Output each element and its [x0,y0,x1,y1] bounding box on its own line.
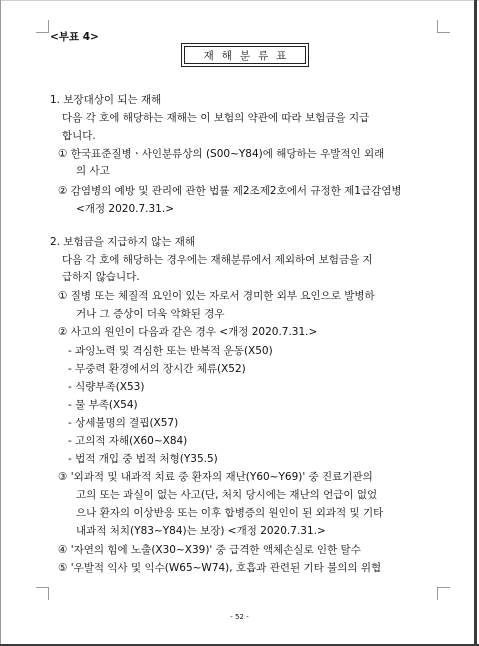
crop-mark-top-right [437,20,450,33]
list-item: - 고의적 자해(X60~X84) [68,435,188,447]
list-item: - 식량부족(X53) [68,381,145,393]
section-2-heading: 2. 보험금을 지급하지 않는 재해 [50,236,196,248]
page-border-left [0,0,1,646]
section-1-line: 합니다. [62,130,96,142]
section-1-item: ② 감염병의 예방 및 관리에 관한 법률 제2조제2호에서 규정한 제1급감염병 [58,185,402,197]
section-2-item: ① 질병 또는 체질적 요인이 있는 자로서 경미한 외부 요인으로 발병하 [58,290,375,302]
section-2-line: 으나 환자의 이상반응 또는 이후 합병증의 원인이 된 외과적 및 기타 [76,507,384,519]
section-2-item: ③ '외과적 및 내과적 치료 중 환자의 재난(Y60~Y69)' 중 진료기관의 [58,471,373,483]
list-item: - 법적 개입 중 법적 처형(Y35.5) [68,453,218,465]
list-item: - 무중력 환경에서의 장시간 체류(X52) [68,363,246,375]
section-1-line: <개정 2020.7.31.> [76,203,174,215]
section-2-line: 거나 그 증상이 더욱 악화된 경우 [76,308,225,320]
crop-mark-top-left [36,20,49,33]
list-item: - 과잉노력 및 격심한 또는 반복적 운동(X50) [68,345,273,357]
section-1-line: 의 사고 [76,165,110,177]
section-2-item: ④ '자연의 힘에 노출(X30~X39)' 중 급격한 액체손실로 인한 탈수 [58,544,361,556]
section-2-item: ② 사고의 원인이 다음과 같은 경우 <개정 2020.7.31.> [58,326,318,338]
section-1-heading: 1. 보장대상이 되는 재해 [50,94,162,106]
page-shadow-right [474,0,477,646]
section-1-line: 다음 각 호에 해당하는 재해는 이 보험의 약관에 따라 보험금을 지급 [62,112,370,124]
section-2-line: 다음 각 호에 해당하는 경우에는 재해분류에서 제외하여 보험금을 지 [62,254,373,266]
section-2-item: ⑤ '우발적 익사 및 익수(W65~W74), 호흡과 관련된 기타 불의의 위협 [58,562,382,574]
appendix-label: <부표 4> [50,31,99,43]
list-item: - 상세불명의 결핍(X57) [68,417,179,429]
document-title: 재해분류표 [184,46,306,64]
page-border-top [0,0,479,1]
crop-mark-bottom-left [36,587,49,600]
section-2-line: 급하지 않습니다. [62,271,140,283]
page-number: - 52 - [230,613,249,621]
section-2-line: 내과적 처치(Y83~Y84)는 보장) <개정 2020.7.31.> [76,525,326,537]
section-2-line: 고의 또는 과실이 없는 사고(단, 처치 당시에는 재난의 언급이 없었 [76,489,378,501]
crop-mark-bottom-right [437,587,450,600]
list-item: - 물 부족(X54) [68,399,138,411]
section-1-item: ① 한국표준질병ㆍ사인분류상의 (S00~Y84)에 해당하는 우발적인 외래 [58,148,385,160]
